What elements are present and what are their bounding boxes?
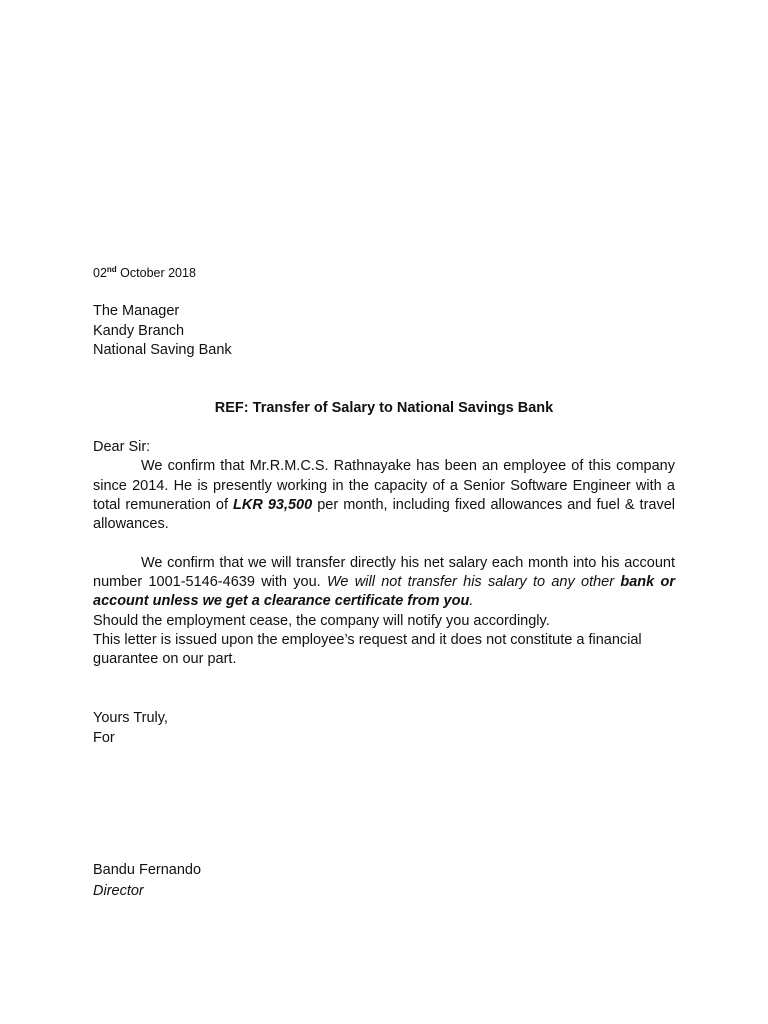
- salary-amount: LKR 93,500: [233, 496, 313, 513]
- paragraph-transfer-text: We confirm that we will transfer directly his net salary each month into his account number 1001-5146-4639 with you.: [93, 554, 675, 591]
- recipient-branch: Kandy Branch: [93, 322, 185, 339]
- date-suffix: nd: [106, 265, 117, 274]
- paragraph-employment: [93, 457, 675, 534]
- issuance-disclaimer: This letter is issued upon the employee’s request and it does not constitute a financial guarantee on our part.: [93, 631, 642, 668]
- paragraph-employment-text: We confirm that Mr.R.M.C.S. Rathnayake has been an employee of this company since 2014. He is presently working in the capacity of a Senior Software Engineer with a total remuneration of: [93, 458, 675, 513]
- closing-phrase: Yours Truly,: [93, 710, 168, 726]
- recipient-title: The Manager: [93, 303, 180, 319]
- paragraph-transfer: [93, 554, 675, 612]
- signature-block: [93, 860, 201, 901]
- date-day: 02: [93, 266, 107, 280]
- salutation: Dear Sir:: [93, 439, 151, 455]
- cease-notice: Should the employment cease, the company will notify you accordingly.: [93, 612, 550, 629]
- letter-date: [93, 264, 196, 282]
- recipient-bank: National Saving Bank: [93, 342, 232, 358]
- closing-for: For: [93, 730, 115, 746]
- reference-line: REF: Transfer of Salary to National Savings Bank: [214, 400, 554, 416]
- closing-block: [93, 708, 168, 748]
- paragraph-employment-end: per month, including fixed allowances and fuel & travel allowances.: [93, 496, 676, 533]
- clearance-condition: bank or account unless we get a clearance certificate from you: [93, 574, 676, 610]
- signatory-name: Bandu Fernando: [93, 862, 202, 878]
- transfer-condition-end: .: [469, 593, 474, 610]
- date-month-year: October 2018: [120, 266, 196, 280]
- letter-page: [93, 0, 675, 1024]
- recipient-address: [93, 302, 232, 361]
- transfer-condition: We will not transfer his salary to any other: [327, 574, 615, 591]
- signatory-title: Director: [93, 882, 144, 899]
- letter-body: [93, 438, 675, 670]
